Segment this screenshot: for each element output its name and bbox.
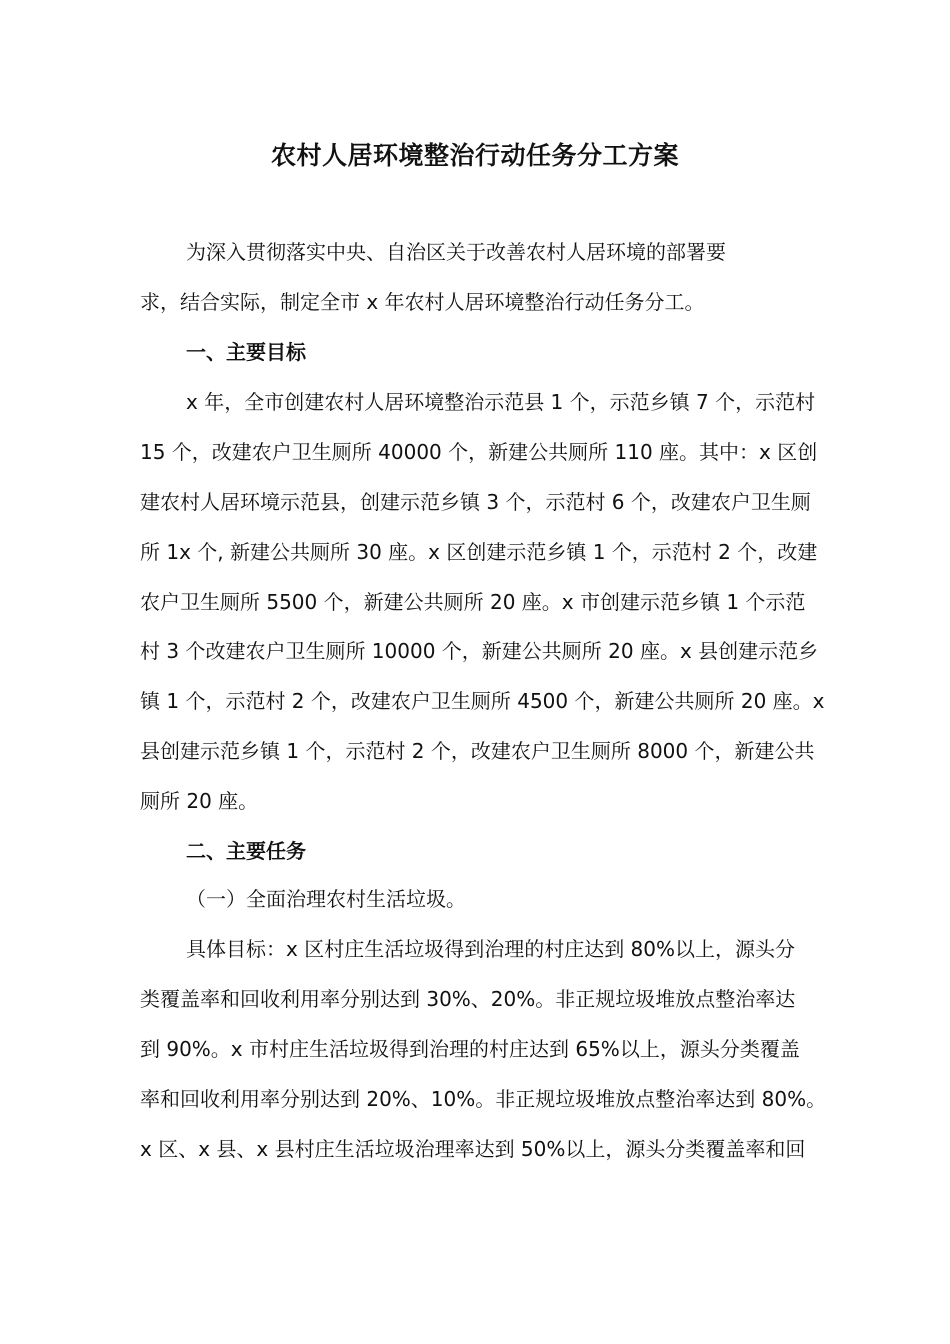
paragraph-line: x 区、x 县、x 县村庄生活垃圾治理率达到 50%以上，源头分类覆盖率和回 <box>140 1137 806 1161</box>
paragraph-line: 所 1x 个, 新建公共厕所 30 座。x 区创建示范乡镇 1 个，示范村 2 个，改建 <box>140 540 818 564</box>
paragraph-line: 县创建示范乡镇 1 个，示范村 2 个，改建农户卫生厕所 8000 个，新建公共 <box>140 739 815 763</box>
paragraph-line: 15 个，改建农户卫生厕所 40000 个，新建公共厕所 110 座。其中：x 区创 <box>140 440 818 464</box>
paragraph-line: 镇 1 个，示范村 2 个，改建农户卫生厕所 4500 个，新建公共厕所 20 座。x <box>140 689 825 713</box>
section-heading-goals: 一、主要目标 <box>186 340 306 364</box>
paragraph-line: 农户卫生厕所 5500 个，新建公共厕所 20 座。x 市创建示范乡镇 1 个示范 <box>140 590 806 614</box>
paragraph-line: 类覆盖率和回收利用率分别达到 30%、20%。非正规垃圾堆放点整治率达 <box>140 987 796 1011</box>
paragraph-line: x 年，全市创建农村人居环境整治示范县 1 个，示范乡镇 7 个，示范村 <box>186 390 816 414</box>
paragraph-line: 具体目标：x 区村庄生活垃圾得到治理的村庄达到 80%以上，源头分 <box>186 937 796 961</box>
subsection-heading: （一）全面治理农村生活垃圾。 <box>186 887 466 911</box>
paragraph-line: 厕所 20 座。 <box>140 789 259 813</box>
paragraph-line: 求，结合实际，制定全市 x 年农村人居环境整治行动任务分工。 <box>140 290 705 314</box>
paragraph-line: 到 90%。x 市村庄生活垃圾得到治理的村庄达到 65%以上，源头分类覆盖 <box>140 1037 800 1061</box>
paragraph-line: 建农村人居环境示范县，创建示范乡镇 3 个，示范村 6 个，改建农户卫生厕 <box>140 490 811 514</box>
paragraph-line: 率和回收利用率分别达到 20%、10%。非正规垃圾堆放点整治率达到 80%。 <box>140 1087 827 1111</box>
paragraph-line: 村 3 个改建农户卫生厕所 10000 个，新建公共厕所 20 座。x 县创建示范乡 <box>140 639 819 663</box>
section-heading-tasks: 二、主要任务 <box>186 839 306 863</box>
paragraph-line: 为深入贯彻落实中央、自治区关于改善农村人居环境的部署要 <box>186 240 726 264</box>
document-title: 农村人居环境整治行动任务分工方案 <box>270 141 679 170</box>
